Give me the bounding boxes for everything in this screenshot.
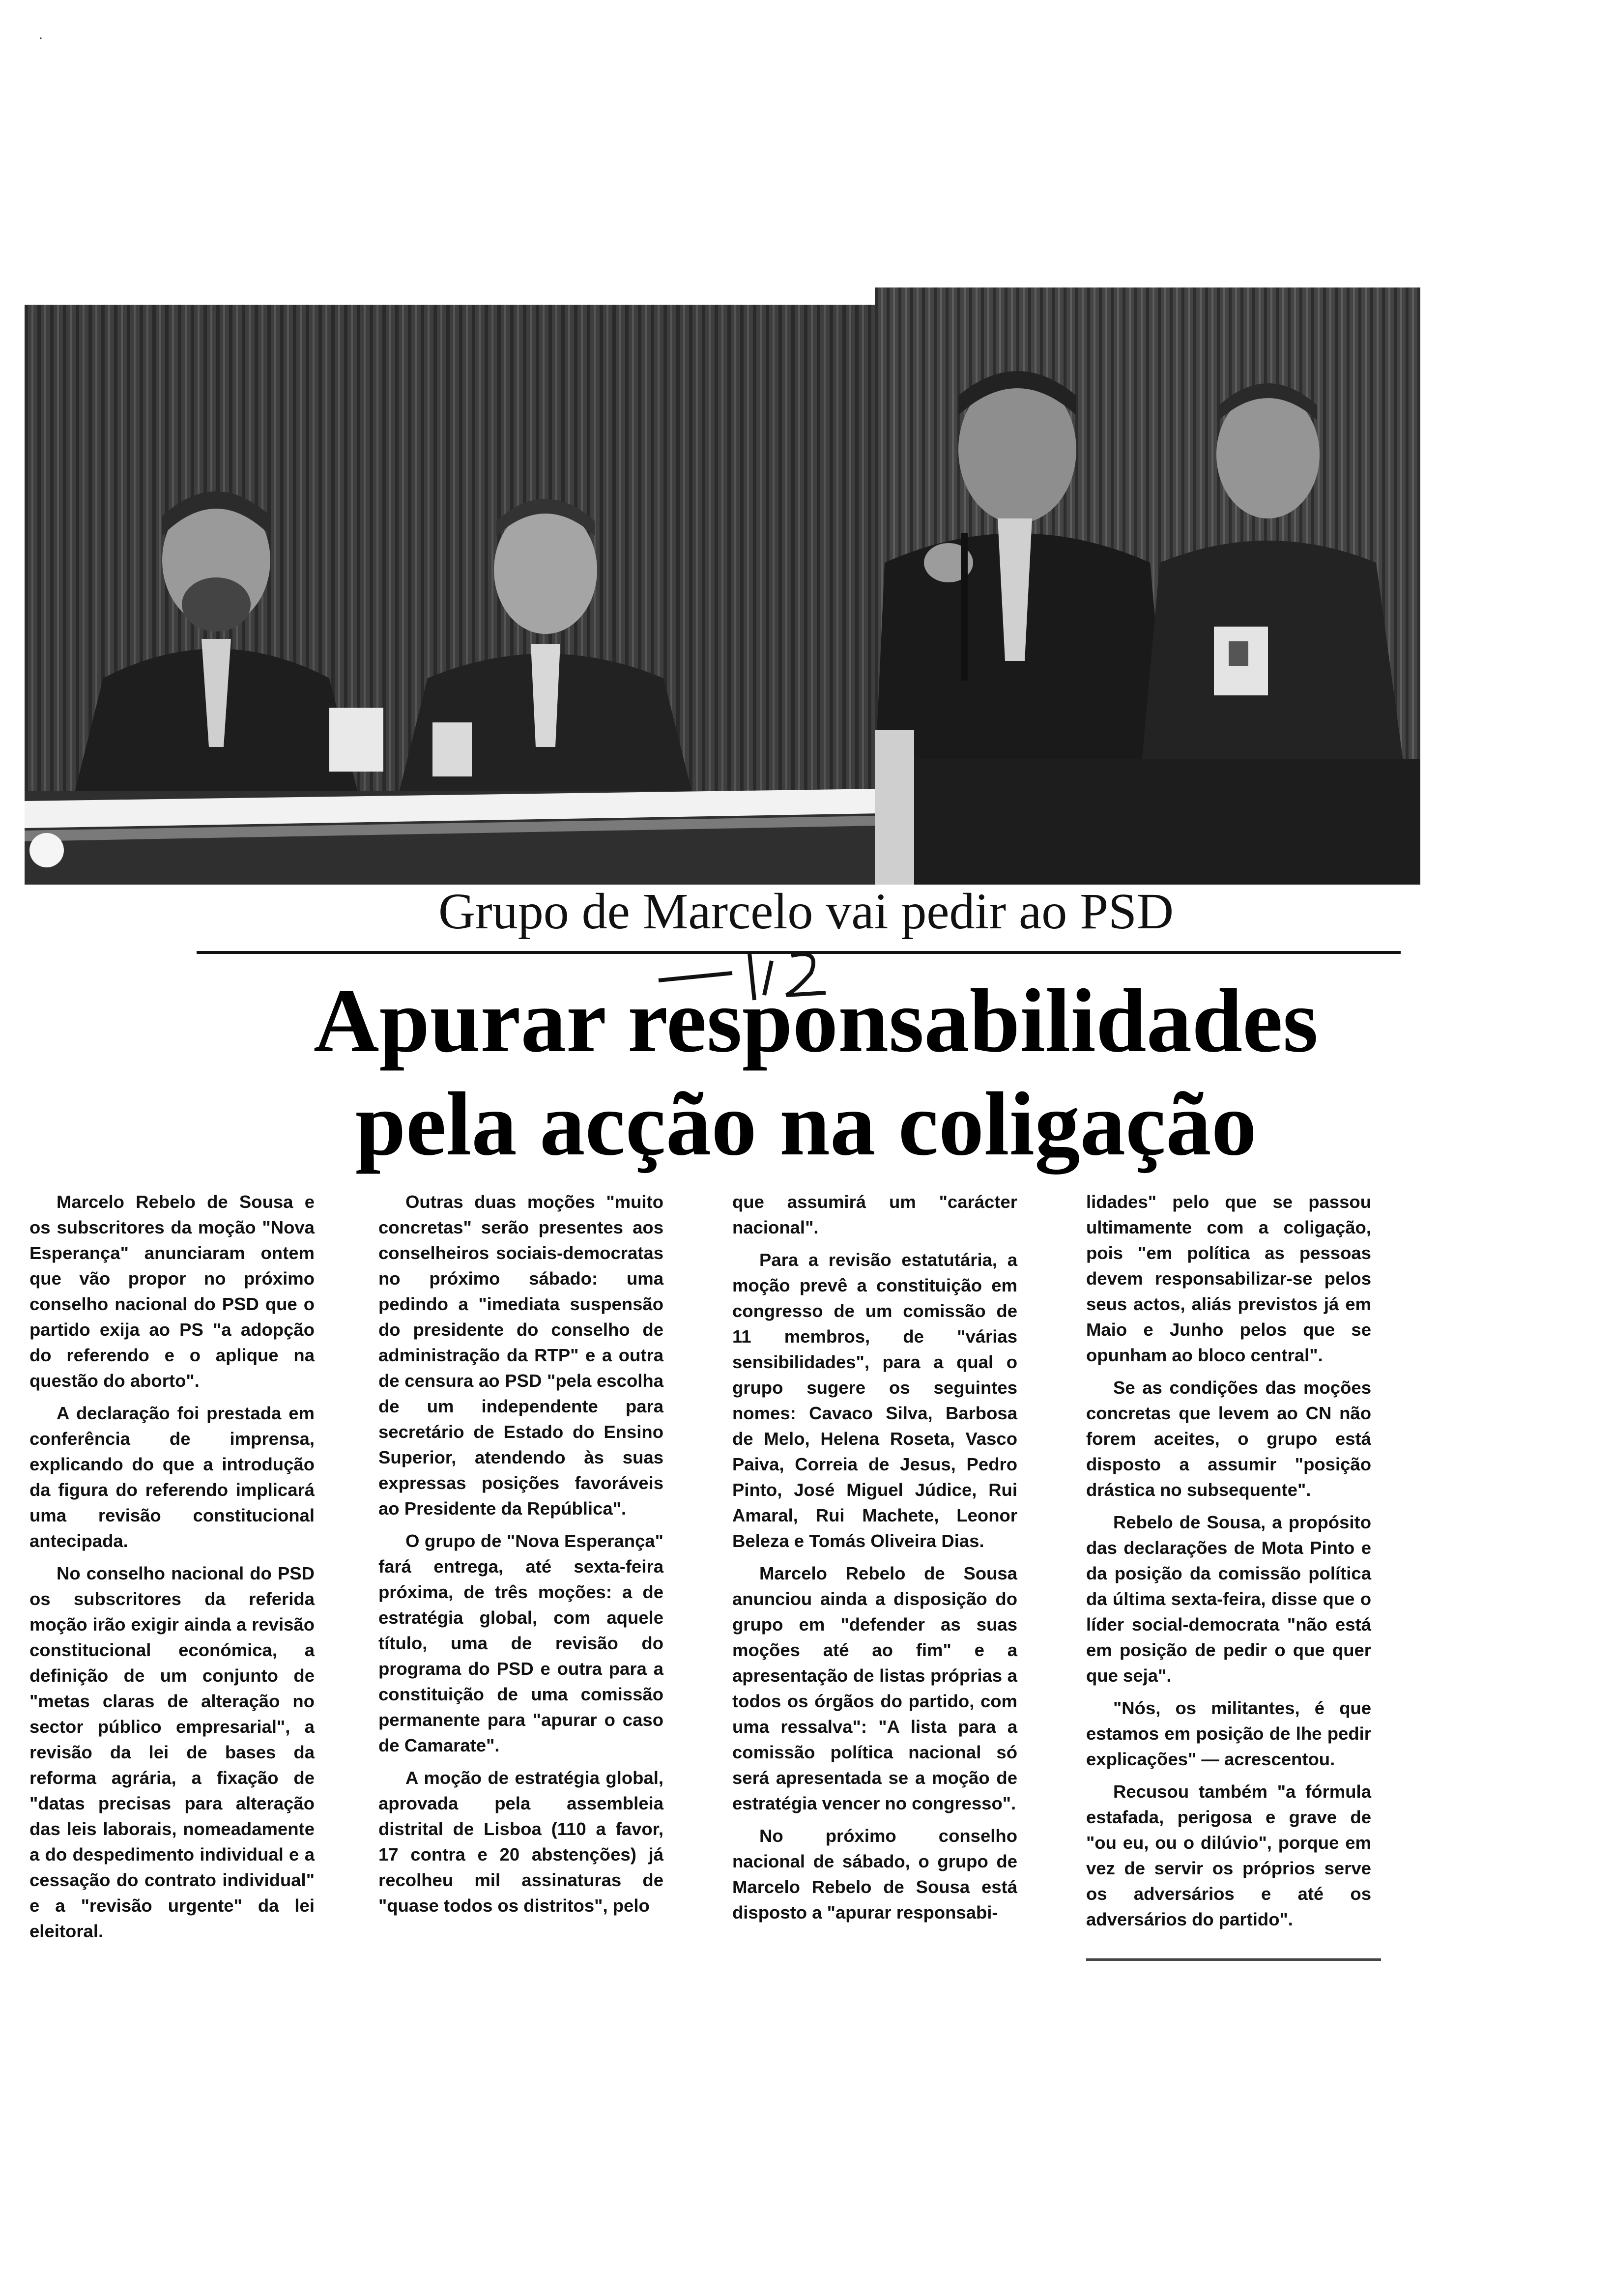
article-kicker: Grupo de Marcelo vai pedir ao PSD: [438, 883, 1174, 940]
paragraph: A moção de estratégia global, aprovada pela assembleia distrital de Lisboa (110 a favor, 17 contra e 20 abstenções) já recolheu mil assinaturas de "quase todos os distritos", pelo: [378, 1768, 663, 1916]
paragraph: Marcelo Rebelo de Sousa anunciou ainda a disposição do grupo em "defender as suas moções até ao fim" e a apresentação de listas próprias a todos os órgãos do partido, com uma ressalva": "A lista para a comissão política nacional só será apresentada se a moção de estratégia vencer no congresso".: [732, 1563, 1017, 1813]
photo-press-conference-right: [875, 287, 1420, 885]
paragraph: Outras duas moções "muito concretas" serão presentes aos conselheiros sociais-democratas no próximo sábado: uma pedindo a "imediata suspensão do presidente do conselho de administração da RTP" e a outra de censura ao PSD "pela escolha de um independente para secretário de Estado do Ensino Superior, atendendo às suas expressas posições favoráveis ao Presidente da República".: [378, 1192, 663, 1519]
paragraph: Recusou também "a fórmula estafada, perigosa e grave de "ou eu, ou o dilúvio", porque em vez de servir os próprios serve os adversários e até os adversários do partido".: [1086, 1781, 1371, 1929]
paragraph: "Nós, os militantes, é que estamos em posição de lhe pedir explicações" — acrescentou.: [1086, 1698, 1371, 1769]
paragraph: lidades" pelo que se passou ultimamente com a coligação, pois "em política as pessoas devem responsabilizar-se pelos seus actos, aliás previstos já em Maio e Junho pelos que se opunham ao bloco central".: [1086, 1192, 1371, 1365]
paragraph: No conselho nacional do PSD os subscritores da referida moção irão exigir ainda a revisão constitucional económica, a definição de um conjunto de "metas claras de alteração no sector público empresarial", a revisão da lei de bases da reforma agrária, a fixação de "datas precisas para alteração das leis laborais, nomeadamente a do despedimento individual e a cessação do contrato individual" e a "revisão urgente" da lei eleitoral.: [29, 1563, 315, 1941]
article-column-2: [378, 1189, 663, 1925]
paragraph: Se as condições das moções concretas que levem ao CN não forem aceites, o grupo está disposto a assumir "posição drástica no subsequente".: [1086, 1378, 1371, 1500]
paragraph: Rebelo de Sousa, a propósito das declarações de Mota Pinto e da posição da comissão política da última sexta-feira, disse que o líder social-democrata "não está em posição de pedir o que quer que seja".: [1086, 1512, 1371, 1686]
article-column-3: [732, 1189, 1017, 1932]
paragraph: O grupo de "Nova Esperança" fará entrega, até sexta-feira próxima, de três moções: a de estratégia global, com aquele título, uma de revisão do programa do PSD e outra para a constituição de uma comissão permanente para "apurar o caso de Camarate".: [378, 1531, 663, 1755]
paragraph: A declaração foi prestada em conferência de imprensa, explicando do que a introdução da figura do referendo implicará uma revisão constitucional antecipada.: [29, 1403, 315, 1551]
scan-speck: ·: [38, 29, 43, 46]
headline-line-1: Apurar responsabilidades: [313, 971, 1319, 1071]
headline-line-2: pela acção na coligação: [355, 1074, 1257, 1175]
paragraph: que assumirá um "carácter nacional".: [732, 1192, 1017, 1237]
paragraph: Marcelo Rebelo de Sousa e os subscritores da moção "Nova Esperança" anunciaram ontem que vão propor no próximo conselho nacional do PSD que o partido exija ao PS "a adopção do referendo e o aplique na questão do aborto".: [29, 1192, 315, 1391]
photo-press-conference-left: [25, 305, 880, 885]
paragraph: No próximo conselho nacional de sábado, o grupo de Marcelo Rebelo de Sousa está disposto a "apurar responsabi-: [732, 1826, 1017, 1923]
article-column-4: [1086, 1189, 1371, 1939]
article-column-1: [29, 1189, 315, 1951]
right-photo-illustration: [875, 287, 1420, 885]
paragraph: Para a revisão estatutária, a moção prevê a constituição em congresso de um comissão de 11 membros, de "várias sensibilidades", para a qual o grupo sugere os seguintes nomes: Cavaco Silva, Barbosa de Melo, Helena Roseta, Vasco Paiva, Correia de Jesus, Pedro Pinto, José Miguel Júdice, Rui Amaral, Rui Machete, Leonor Beleza e Tomás Oliveira Dias.: [732, 1250, 1017, 1551]
left-photo-illustration: [25, 305, 880, 885]
article-end-rule: [1086, 1958, 1381, 1961]
